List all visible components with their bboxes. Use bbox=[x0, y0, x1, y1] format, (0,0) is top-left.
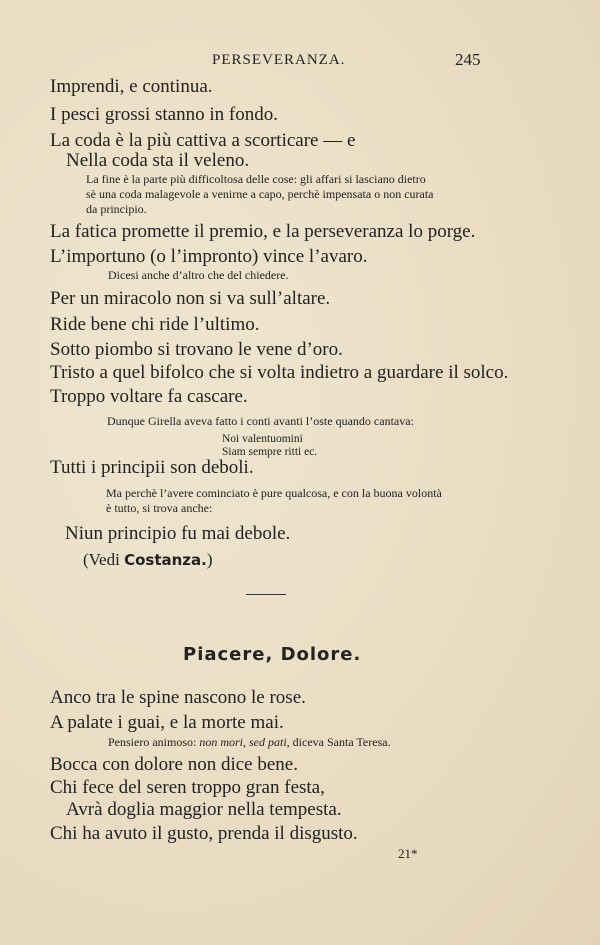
note-line: è tutto, si trova anche: bbox=[106, 501, 213, 515]
verse-line: Noi valentuomini bbox=[222, 433, 303, 445]
proverb-line: La fatica promette il premio, e la perseveranza lo porge. bbox=[50, 221, 476, 242]
proverb-line: Ride bene chi ride l’ultimo. bbox=[50, 314, 260, 335]
proverb-line: L’importuno (o l’impronto) vince l’avaro. bbox=[50, 246, 368, 267]
note-line: Pensiero animoso: non mori, sed pati, diceva Santa Teresa. bbox=[108, 735, 391, 749]
section-divider bbox=[246, 594, 286, 595]
note-line: Dicesi anche d’altro che del chiedere. bbox=[108, 268, 289, 282]
proverb-line: Anco tra le spine nascono le rose. bbox=[50, 687, 306, 708]
proverb-line: Niun principio fu mai debole. bbox=[65, 523, 291, 544]
proverb-line: Imprendi, e continua. bbox=[50, 76, 213, 97]
running-title: PERSEVERANZA. bbox=[212, 52, 346, 68]
proverb-line: Bocca con dolore non dice bene. bbox=[50, 754, 298, 775]
proverb-line: Nella coda sta il veleno. bbox=[66, 150, 250, 171]
note-line: Dunque Girella aveva fatto i conti avanti l’oste quando cantava: bbox=[107, 414, 414, 428]
cross-reference: (Vedi Costanza.) bbox=[83, 550, 213, 569]
note-line: da principio. bbox=[86, 202, 147, 216]
proverb-line: Chi fece del seren troppo gran festa, bbox=[50, 777, 325, 798]
section-title: Piacere, Dolore. bbox=[183, 644, 362, 665]
proverb-line: Avrà doglia maggior nella tempesta. bbox=[66, 799, 342, 820]
page-number: 245 bbox=[455, 50, 481, 69]
note-line: Ma perchè l’avere cominciato è pure qualcosa, e con la buona volontà bbox=[106, 486, 442, 500]
proverb-line: Tristo a quel bifolco che si volta indietro a guardare il solco. bbox=[50, 362, 509, 383]
signature-mark: 21* bbox=[398, 846, 418, 861]
verse-line: Siam sempre ritti ec. bbox=[222, 446, 318, 458]
note-line: sè una coda malagevole a venirne a capo, perchè impensata o non curata bbox=[86, 187, 434, 201]
proverb-line: La coda è la più cattiva a scorticare — e bbox=[50, 130, 356, 151]
proverb-line: Sotto piombo si trovano le vene d’oro. bbox=[50, 339, 343, 360]
proverb-line: Troppo voltare fa cascare. bbox=[50, 386, 248, 407]
proverb-line: I pesci grossi stanno in fondo. bbox=[50, 104, 278, 125]
proverb-line: Tutti i principii son deboli. bbox=[50, 457, 254, 478]
proverb-line: Per un miracolo non si va sull’altare. bbox=[50, 288, 331, 309]
proverb-line: Chi ha avuto il gusto, prenda il disgusto. bbox=[50, 823, 358, 844]
note-line: La fine è la parte più difficoltosa delle cose: gli affari si lasciano dietro bbox=[86, 172, 426, 186]
proverb-line: A palate i guai, e la morte mai. bbox=[50, 712, 284, 733]
